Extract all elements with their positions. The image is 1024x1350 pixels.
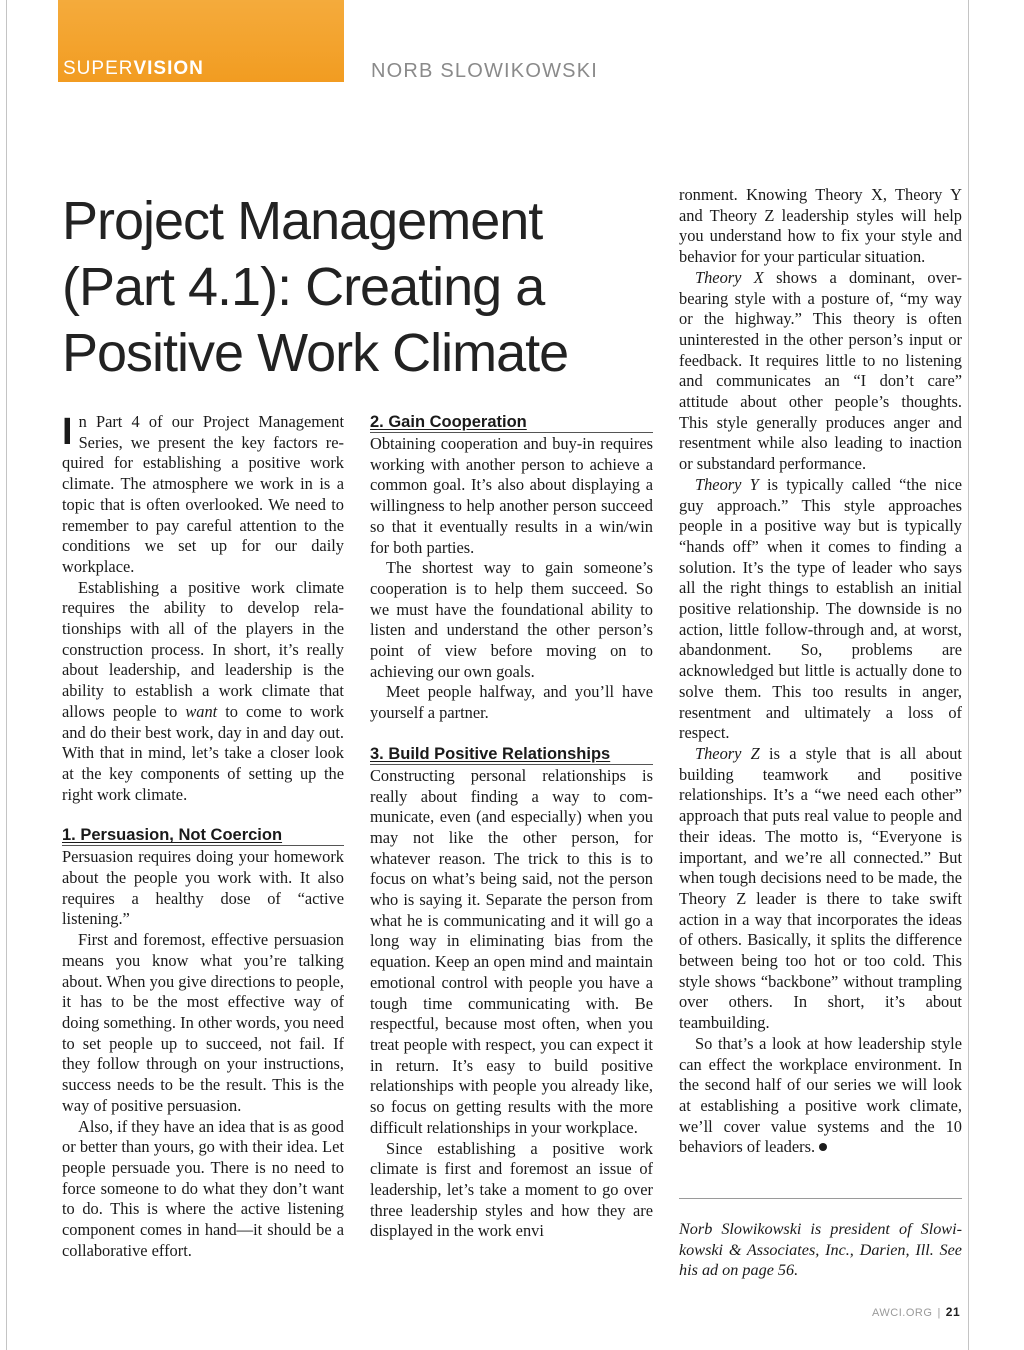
page-number: 21 [945, 1305, 961, 1319]
body-paragraph: Since establishing a positive work climate is first and foremost an issue of leadership, let’s take a moment to go over three leadership styles and how they are displayed in the work envi [370, 1138, 653, 1241]
column-1 [62, 412, 344, 1261]
emphasis-want: want [185, 701, 218, 721]
theory-x-paragraph [679, 268, 962, 475]
subhead-persuasion: 1. Persuasion, Not Coercion [62, 825, 344, 846]
intro-text: n Part 4 of our Project Management Series, we present the key factors required for establishing a positive work climate. The atmosphere we work in is a topic that is often overlooked. We need to remember to pay careful attention to the conditions we set up for our daily workplace. [62, 412, 344, 576]
body-paragraph: Persuasion requires doing your homework about the people you work with. It also requires a healthy dose of “active listening.” [62, 847, 344, 929]
theory-y-label: Theory Y [695, 474, 759, 494]
column-2 [370, 412, 653, 1242]
theory-x-label: Theory X [695, 267, 764, 287]
theory-z-label: Theory Z [695, 743, 760, 763]
drop-cap: I [62, 411, 73, 453]
body-text: Establishing a positive work climate requires the ability to develop relationships with all of the players in the construction process. In short, it’s really about leadership, and leadership is the ability to establish a work climate that allows people to [62, 577, 344, 721]
section-kicker [63, 58, 204, 80]
page-footer [872, 1305, 960, 1319]
body-paragraph: Obtaining cooperation and buy-in requires working with another person to achieve a common goal. It’s also about displaying a willingness to help another person succeed so that it eventually results in a win/win for both parties. [370, 434, 653, 557]
article-title: Project Management (Part 4.1): Creating a Positive Work Climate [62, 191, 569, 383]
theory-z-paragraph [679, 744, 962, 1034]
author-bio: Norb Slowikowski is president of Slowikowski & Associates, Inc., Darien, Ill. See his ad on page 56. [679, 1220, 962, 1280]
author-header: NORB SLOWIKOWSKI [371, 60, 599, 82]
body-paragraph: Meet people halfway, and you’ll have yourself a partner. [370, 682, 653, 723]
body-paragraph [62, 578, 344, 806]
body-paragraph: Constructing personal relationships is really about finding a way to communicate, even (and especially) when you may not like the other person, for whatever reason. The trick to this is to focus on what’s being said, not the person who is saying it. Separate the person from what he is communicating and it will go a long way in eliminating bias from the equation. Keep an open mind and maintain emotional control with people you have a tough time communicating with. Be respectful, because most often, when you treat people with respect, you can expect it in return. It’s easy to build positive relationships with people you already like, so focus on getting results with the more difficult relationships in your workplace. [370, 765, 653, 1137]
column-3 [679, 185, 962, 1158]
body-text: So that’s a look at how leadership style can effect the workplace environment. In the second half of our series we will look at establishing a positive work climate, we’ll cover value systems and the 10 behaviors of leaders. [679, 1033, 962, 1157]
kicker-part-super: SUPER [63, 58, 134, 79]
body-text: shows a dominant, overbearing style with a posture of, “my way or the highway.” This theory is often uninterested in the other person’s input or feedback. It requires little to no listening and communicates an “I don’t care” attitude about other people’s thoughts. This style generally produces anger and resentment while also leading to inaction or substandard performance. [679, 267, 963, 474]
intro-paragraph [62, 412, 344, 578]
closing-paragraph [679, 1034, 962, 1158]
kicker-part-vision: VISION [133, 58, 204, 79]
body-text: is a style that is all about building teamwork and positive relationships. It’s a “we need each other” approach that puts real value to people and their ideas. The motto is, “Everyone is important, and we’re all connected.” But when tough decisions need to be made, the Theory Z leader is there to take swift action in a way that incorporates the ideas of others. Basically, it splits the difference between being too hot or too cold. This style shows “backbone” without trampling over others. In short, it’s about teambuilding. [679, 743, 962, 1033]
body-text: to come to work and do their best work, day in and day out. With that in mind, let’s take a closer look at the key components of setting up the right work climate. [62, 701, 344, 804]
right-page-edge [968, 0, 969, 1350]
theory-y-paragraph [679, 475, 962, 744]
end-of-article-bullet-icon [819, 1143, 827, 1151]
body-paragraph: First and foremost, effective persuasion means you know what you’re talking about. When you give directions to people, it has to be the most effective way of doing something. In other words, you need to set people up to succeed, not fail. If they follow through on your instructions, success needs to be the result. This is the way of positive persuasion. [62, 930, 344, 1115]
body-paragraph: The shortest way to gain someone’s cooperation is to help them succeed. So we must have the foundational ability to listen and understand the other person’s point of view before moving on to achieving our own goals. [370, 558, 653, 681]
footer-site: AWCI.ORG [872, 1307, 933, 1319]
bio-divider [679, 1198, 962, 1199]
body-text: is typically called “the nice guy approach.” This style approaches people in a positive way but is typically “hands off” when it comes to finding a solution. It’s the type of leader who says all the right things to establish an initial positive relationship. The downside is no action, little follow-through and, at worst, abandonment. So, problems are acknowledged but little is actually done to solve them. This too results in anger, resentment and ultimately a loss of respect. [679, 474, 962, 743]
left-page-edge [6, 0, 7, 1350]
subhead-cooperation: 2. Gain Cooperation [370, 412, 653, 433]
footer-separator: | [937, 1307, 941, 1319]
body-paragraph: Also, if they have an idea that is as good or better than yours, go with their idea. Let people persuade you. There is no need to force someone to do what they don’t want to do. This is where the active listening component comes in hand—it should be a collaborative effort. [62, 1116, 344, 1260]
body-paragraph: ronment. Knowing Theory X, Theory Y and Theory Z leadership styles will help you understand how to fix your style and behavior for your particular situation. [679, 185, 962, 267]
subhead-relationships: 3. Build Positive Relationships [370, 744, 653, 765]
